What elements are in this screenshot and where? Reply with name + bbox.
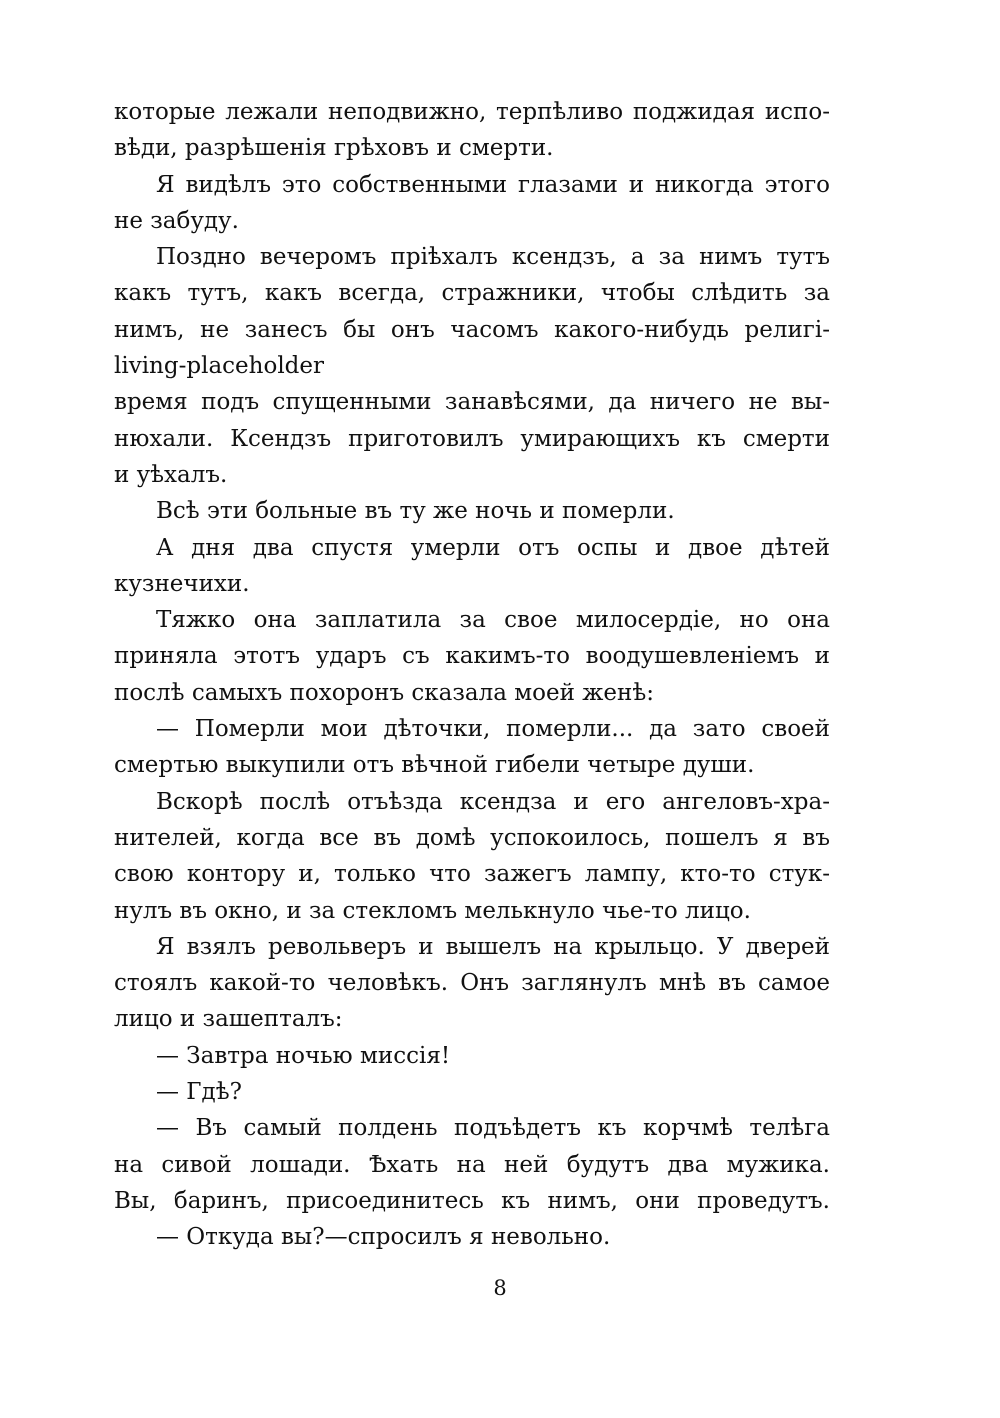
text-line: — Откуда вы?—спросилъ я невольно. xyxy=(156,1224,611,1251)
text-line: Я взялъ револьверъ и вышелъ на крыльцо. У дверей xyxy=(156,933,830,960)
text-line: нулъ въ окно, и за стекломъ мелькнуло чье-то лицо. xyxy=(114,897,751,924)
text-line: лицо и зашепталъ: xyxy=(114,1006,343,1033)
text-line: Тяжко она заплатила за свое милосердіе, но она xyxy=(156,607,830,634)
text-line: нимъ, не занесъ бы онъ часомъ какого-нибудь религі- xyxy=(114,316,830,343)
text-line: время подъ спущенными занавѣсями, да ничего не вы- xyxy=(114,389,830,416)
text-line: нителей, когда все въ домѣ успокоилось, пошелъ я въ xyxy=(114,824,830,851)
text-line: — Гдѣ? xyxy=(156,1079,242,1106)
text-line: — Въ самый полдень подъѣдетъ къ корчмѣ телѣга xyxy=(156,1115,830,1142)
text-line: вѣди, разрѣшенія грѣховъ и смерти. xyxy=(114,135,554,162)
text-line: — Завтра ночью миссія! xyxy=(156,1042,451,1069)
text-line: Поздно вечеромъ пріѣхалъ ксендзъ, а за нимъ тутъ xyxy=(156,244,830,271)
text-line: смертью выкупили отъ вѣчной гибели четыре души. xyxy=(114,752,755,779)
text-line: свою контору и, только что зажегъ лампу, кто-то стук- xyxy=(114,861,830,888)
text-line: — Померли мои дѣточки, померли... да зато своей xyxy=(156,716,830,743)
text-line: Вы, баринъ, присоединитесь къ нимъ, они проведутъ. xyxy=(114,1187,830,1214)
text-line: и уѣхалъ. xyxy=(114,461,228,488)
text-line: А дня два спустя умерли отъ оспы и двое дѣтей xyxy=(156,534,830,561)
text-line: какъ тутъ, какъ всегда, стражники, чтобы слѣдить за xyxy=(114,280,830,307)
text-line: стоялъ какой-то человѣкъ. Онъ заглянулъ мнѣ въ самое xyxy=(114,970,830,997)
text-line: послѣ самыхъ похоронъ сказала моей женѣ: xyxy=(114,679,654,706)
text-line: кузнечихи. xyxy=(114,570,250,597)
text-line: на сивой лошади. Ѣхать на ней будутъ два мужика. xyxy=(114,1151,830,1178)
text-line: которые лежали неподвижно, терпѣливо поджидая испо- xyxy=(114,99,830,125)
page-number: 8 xyxy=(493,1276,507,1300)
text-line: приняла этотъ ударъ съ какимъ-то воодушевленіемъ и xyxy=(114,643,830,670)
text-line: нюхали. Ксендзъ приготовилъ умирающихъ къ смерти xyxy=(114,425,830,452)
text-line: Всѣ эти больные въ ту же ночь и померли. xyxy=(156,498,675,525)
text-line: Вскорѣ послѣ отъѣзда ксендза и его ангеловъ-хра- xyxy=(156,788,830,815)
body-text xyxy=(114,94,830,1256)
text-line: Я видѣлъ это собственными глазами и никогда этого xyxy=(156,171,830,198)
text-line: не забуду. xyxy=(114,207,239,234)
text-line: living-placeholder xyxy=(114,353,324,380)
